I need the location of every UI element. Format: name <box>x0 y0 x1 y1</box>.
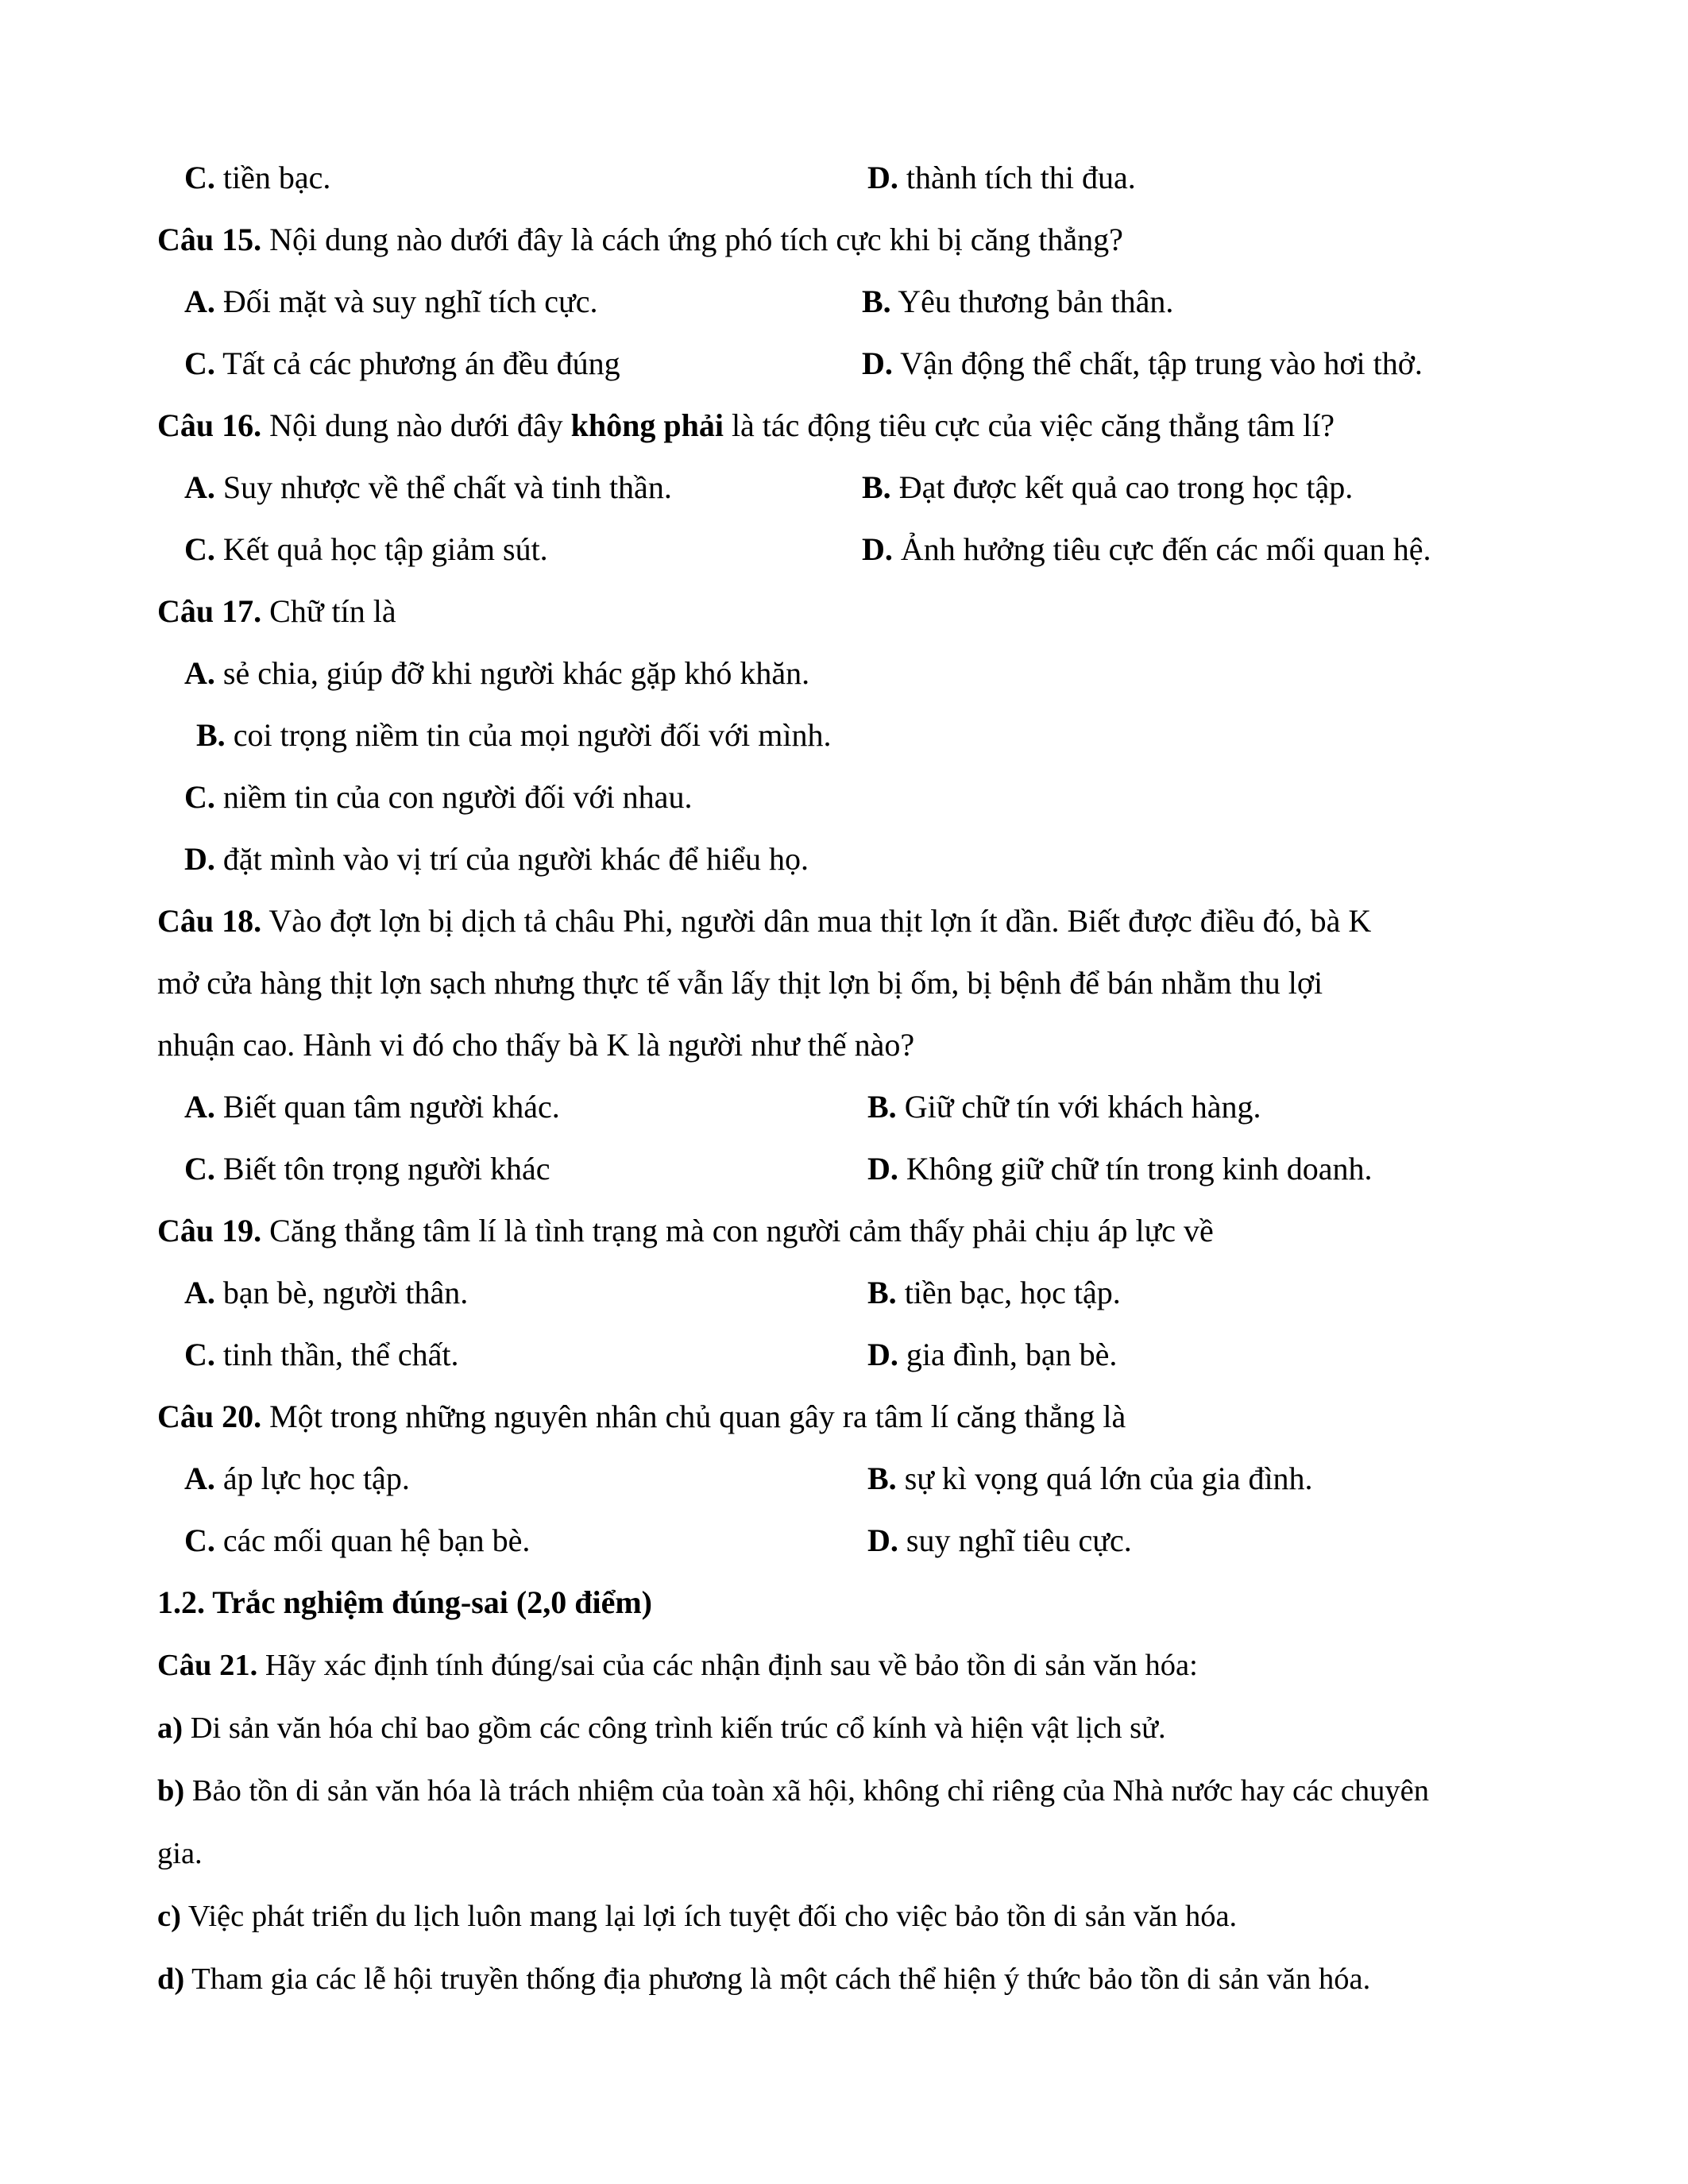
q19-option-a <box>184 1277 468 1309</box>
option-text: Biết tôn trọng người khác <box>222 1151 550 1187</box>
q17-option-c <box>184 781 692 813</box>
option-text: Đạt được kết quả cao trong học tập. <box>898 469 1354 505</box>
q18-option-c <box>184 1153 550 1185</box>
option-text: niềm tin của con người đối với nhau. <box>222 779 693 815</box>
q21-statement-a <box>157 1713 1166 1744</box>
question-label: Câu 15. <box>157 222 262 257</box>
option-letter: B. <box>196 717 226 753</box>
q18-option-b <box>867 1091 1261 1123</box>
option-text: tiền bạc. <box>222 160 331 195</box>
question-text: là tác động tiêu cực của việc căng thẳng tâm lí? <box>731 407 1335 443</box>
statement-text: Bảo tồn di sản văn hóa là trách nhiệm của toàn xã hội, không chỉ riêng của Nhà nước hay các chuyên <box>191 1774 1430 1808</box>
option-letter: B. <box>862 284 891 319</box>
option-letter: D. <box>867 1522 898 1558</box>
q21-statement-d <box>157 1964 1370 1995</box>
q20-option-a <box>184 1463 410 1495</box>
option-text: Vận động thể chất, tập trung vào hơi thở. <box>900 345 1423 381</box>
q17-option-d <box>184 843 809 875</box>
q16-option-d <box>862 531 1431 567</box>
option-letter: A. <box>184 469 215 505</box>
option-letter: D. <box>184 841 215 877</box>
question-emphasis: không phải <box>570 407 724 443</box>
q21-statement-c <box>157 1901 1237 1932</box>
option-letter: D. <box>862 345 893 381</box>
statement-letter: b) <box>157 1774 185 1808</box>
q19-stem <box>157 1215 1214 1247</box>
q20-stem <box>157 1401 1126 1433</box>
statement-text: Tham gia các lễ hội truyền thống địa phương là một cách thể hiện ý thức bảo tồn di sản văn hóa. <box>191 1962 1371 1996</box>
q16-option-a <box>184 469 672 505</box>
question-label: Câu 20. <box>157 1399 262 1434</box>
option-text: suy nghĩ tiêu cực. <box>906 1522 1132 1558</box>
option-text: Đối mặt và suy nghĩ tích cực. <box>222 284 598 319</box>
q18-option-a <box>184 1091 560 1123</box>
q18-stem-line-2 <box>157 967 1323 999</box>
q17-stem <box>157 593 396 629</box>
question-text: Một trong những nguyên nhân chủ quan gây ra tâm lí căng thẳng là <box>269 1399 1126 1434</box>
q14-option-c <box>184 162 330 194</box>
q15-stem <box>157 224 1123 256</box>
option-letter: C. <box>184 160 215 195</box>
q18-stem-line-3 <box>157 1029 914 1061</box>
option-text: Kết quả học tập giảm sút. <box>222 531 548 567</box>
q19-option-d <box>867 1339 1117 1371</box>
q16-option-b <box>862 469 1354 505</box>
section-heading: 1.2. Trắc nghiệm đúng-sai (2,0 điểm) <box>157 1584 652 1620</box>
q19-option-c <box>184 1339 458 1371</box>
option-text: Tất cả các phương án đều đúng <box>222 345 620 381</box>
q20-option-c <box>184 1522 531 1558</box>
option-text: áp lực học tập. <box>222 1461 410 1496</box>
option-letter: A. <box>184 1461 215 1496</box>
option-letter: C. <box>184 345 215 381</box>
statement-letter: a) <box>157 1711 183 1745</box>
option-text: các mối quan hệ bạn bè. <box>222 1522 531 1558</box>
option-letter: D. <box>867 1337 898 1372</box>
option-letter: B. <box>867 1089 897 1125</box>
option-letter: A. <box>184 655 215 691</box>
option-text: gia đình, bạn bè. <box>906 1337 1118 1372</box>
option-letter: C. <box>184 1522 215 1558</box>
option-letter: C. <box>184 531 215 567</box>
option-text: tiền bạc, học tập. <box>904 1275 1121 1310</box>
question-label: Câu 17. <box>157 593 262 629</box>
option-text: tinh thần, thể chất. <box>222 1337 459 1372</box>
option-letter: A. <box>184 284 215 319</box>
question-text: nhuận cao. Hành vi đó cho thấy bà K là người như thế nào? <box>157 1027 915 1063</box>
q15-option-a <box>184 286 597 318</box>
q15-option-c <box>184 345 620 381</box>
question-label: Câu 19. <box>157 1213 262 1248</box>
option-text: Giữ chữ tín với khách hàng. <box>904 1089 1261 1125</box>
q21-statement-b-continued <box>157 1839 203 1870</box>
option-letter: A. <box>184 1089 215 1125</box>
option-letter: D. <box>862 531 893 567</box>
option-letter: D. <box>867 1151 898 1187</box>
q20-option-d <box>867 1522 1132 1558</box>
question-text: Vào đợt lợn bị dịch tả châu Phi, người dân mua thịt lợn ít dần. Biết được điều đó, bà K <box>268 903 1372 939</box>
q21-statement-b <box>157 1776 1429 1807</box>
option-text: đặt mình vào vị trí của người khác để hiểu họ. <box>222 841 809 877</box>
statement-letter: d) <box>157 1962 185 1996</box>
question-text: Chữ tín là <box>269 593 396 629</box>
option-text: coi trọng niềm tin của mọi người đối với mình. <box>233 717 832 753</box>
option-letter: B. <box>867 1461 897 1496</box>
statement-text: Việc phát triển du lịch luôn mang lại lợi ích tuyệt đối cho việc bảo tồn di sản văn hóa. <box>187 1900 1238 1933</box>
option-text: bạn bè, người thân. <box>222 1275 469 1310</box>
option-text: Ảnh hưởng tiêu cực đến các mối quan hệ. <box>900 531 1431 567</box>
question-text: Nội dung nào dưới đây <box>269 407 563 443</box>
q20-option-b <box>867 1463 1313 1495</box>
question-label: Câu 21. <box>157 1649 258 1682</box>
q21-stem <box>157 1650 1198 1681</box>
option-letter: C. <box>184 1151 215 1187</box>
option-text: Yêu thương bản thân. <box>898 284 1174 319</box>
statement-text: gia. <box>157 1837 203 1870</box>
q17-option-a <box>184 655 810 691</box>
q18-option-d <box>867 1153 1373 1185</box>
option-text: Biết quan tâm người khác. <box>222 1089 560 1125</box>
q16-stem <box>157 407 1335 443</box>
option-letter: A. <box>184 1275 215 1310</box>
q19-option-b <box>867 1277 1121 1309</box>
question-text: Hãy xác định tính đúng/sai của các nhận định sau về bảo tồn di sản văn hóa: <box>265 1649 1198 1682</box>
option-text: thành tích thi đua. <box>906 160 1136 195</box>
option-letter: B. <box>867 1275 897 1310</box>
q15-option-d <box>862 345 1423 381</box>
question-text: mở cửa hàng thịt lợn sạch nhưng thực tế vẫn lấy thịt lợn bị ốm, bị bệnh để bán nhằm thu lợi <box>157 965 1323 1001</box>
option-text: sự kì vọng quá lớn của gia đình. <box>904 1461 1313 1496</box>
option-text: sẻ chia, giúp đỡ khi người khác gặp khó khăn. <box>222 655 810 691</box>
option-letter: B. <box>862 469 891 505</box>
statement-letter: c) <box>157 1900 181 1933</box>
question-text: Nội dung nào dưới đây là cách ứng phó tích cực khi bị căng thẳng? <box>269 222 1123 257</box>
option-text: Suy nhược về thể chất và tinh thần. <box>222 469 672 505</box>
option-letter: C. <box>184 779 215 815</box>
q15-option-b <box>862 286 1173 318</box>
question-label: Câu 16. <box>157 407 262 443</box>
option-letter: C. <box>184 1337 215 1372</box>
option-text: Không giữ chữ tín trong kinh doanh. <box>906 1151 1373 1187</box>
q14-option-d <box>867 162 1136 194</box>
q16-option-c <box>184 531 548 567</box>
statement-text: Di sản văn hóa chỉ bao gồm các công trình kiến trúc cổ kính và hiện vật lịch sử. <box>190 1711 1166 1745</box>
question-label: Câu 18. <box>157 903 262 939</box>
question-text: Căng thẳng tâm lí là tình trạng mà con người cảm thấy phải chịu áp lực về <box>269 1213 1214 1248</box>
q18-stem-line-1 <box>157 905 1371 937</box>
option-letter: D. <box>867 160 898 195</box>
q17-option-b <box>196 717 832 753</box>
